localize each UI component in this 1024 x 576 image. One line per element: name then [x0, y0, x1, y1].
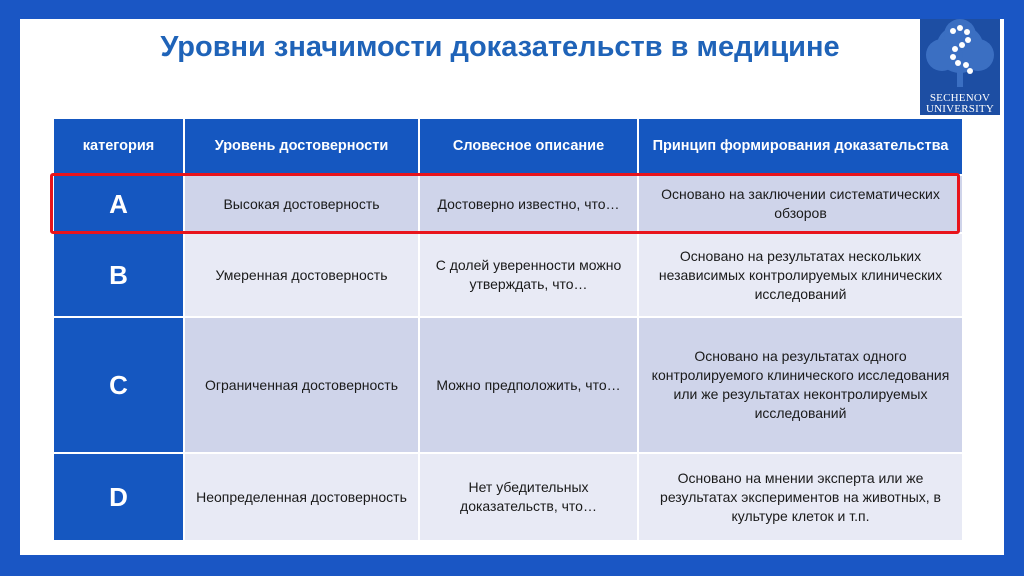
description-cell: С долей уверенности можно утверждать, что… — [419, 233, 638, 317]
principle-cell: Основано на мнении эксперта или же результатах экспериментов на животных, в культуре клеток и т.п. — [638, 453, 963, 541]
description-cell: Достоверно известно, что… — [419, 175, 638, 233]
logo-text-line1: SECHENOV — [929, 92, 991, 104]
category-cell: C — [53, 317, 184, 453]
reliability-cell: Ограниченная достоверность — [184, 317, 419, 453]
column-header-description: Словесное описание — [419, 118, 638, 175]
page-title: Уровни значимости доказательств в медицине — [160, 31, 840, 63]
evidence-levels-table — [52, 117, 964, 542]
column-header-category: категория — [53, 118, 184, 175]
principle-cell: Основано на заключении систематических обзоров — [638, 175, 963, 233]
table-header-row — [53, 118, 963, 175]
slide — [20, 19, 1004, 555]
description-cell: Можно предположить, что… — [419, 317, 638, 453]
principle-cell: Основано на результатах нескольких независимых контролируемых клинических исследований — [638, 233, 963, 317]
logo-text-line2: UNIVERSITY — [926, 103, 994, 115]
reliability-cell: Умеренная достоверность — [184, 233, 419, 317]
table-row — [53, 317, 963, 453]
reliability-cell: Неопределенная достоверность — [184, 453, 419, 541]
sechenov-logo — [920, 19, 1000, 117]
category-cell: A — [53, 175, 184, 233]
reliability-cell: Высокая достоверность — [184, 175, 419, 233]
category-cell: B — [53, 233, 184, 317]
column-header-reliability: Уровень достоверности — [184, 118, 419, 175]
principle-cell: Основано на результатах одного контролируемого клинического исследования или же результатах неконтролируемых исследований — [638, 317, 963, 453]
tree-icon — [920, 19, 1000, 95]
table-row — [53, 175, 963, 233]
description-cell: Нет убедительных доказательств, что… — [419, 453, 638, 541]
table-row — [53, 233, 963, 317]
column-header-principle: Принцип формирования доказательства — [638, 118, 963, 175]
table-row — [53, 453, 963, 541]
category-cell: D — [53, 453, 184, 541]
